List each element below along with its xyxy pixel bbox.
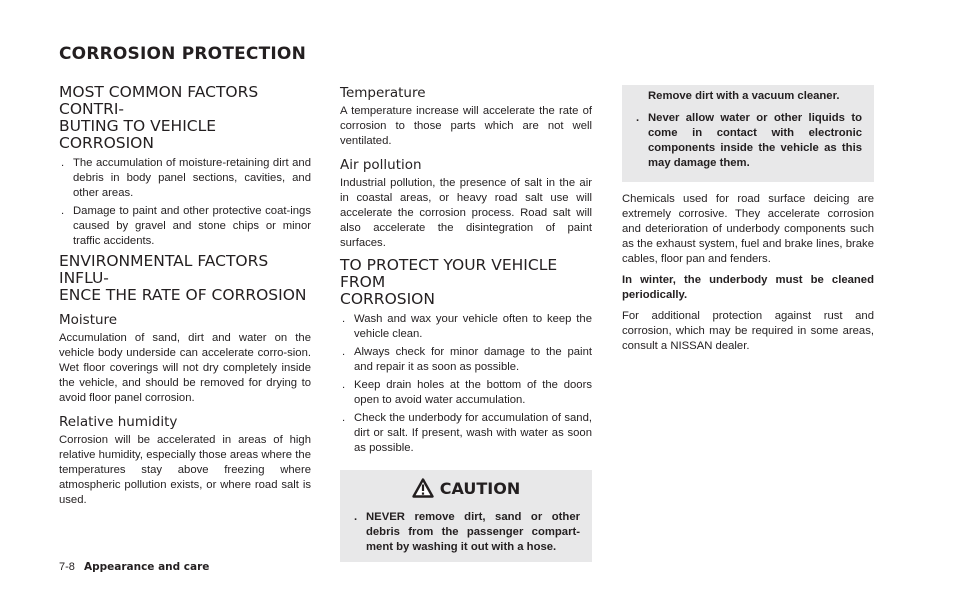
list-item: . Always check for minor damage to the paint and repair it as soon as possible. [342,346,592,373]
section-title-factors: MOST COMMON FACTORS CONTRI- BUTING TO VEHICLE CORROSION [59,83,259,152]
warning-triangle-icon [412,478,434,498]
subheading-humidity: Relative humidity [59,414,178,430]
list-item: . Keep drain holes at the bottom of the doors open to avoid water accumulation. [342,379,592,406]
subheading-moisture: Moisture [59,312,118,328]
section-title-environmental: ENVIRONMENTAL FACTORS INFLU- ENCE THE RATE OF CORROSION [59,252,307,304]
bullet-icon: . [342,379,346,391]
caution-title: CAUTION [439,478,521,498]
page-title: CORROSION PROTECTION [59,44,307,64]
page-number: 7-8 [59,561,75,573]
bullet-icon: . [61,157,65,169]
humidity-text: Corrosion will be accelerated in areas of high relative humidity, especially those areas where the temperatures stay above freezing where atmospheric pollution exists, or where road salt is used. [59,434,311,506]
column-left [59,82,311,514]
air-pollution-text: Industrial pollution, the presence of salt in the air in coastal areas, or heavy road salt use will accelerate the corrosion process. Road salt will also accelerate the disintegration of paint surfaces. [340,177,592,249]
dealer-text: For additional protection against rust and corrosion, which may be required in some areas, consult a NISSAN dealer. [622,310,874,352]
column-right [622,82,874,360]
caution-list [352,510,580,555]
temperature-text: A temperature increase will accelerate the rate of corrosion to those parts which are not well ventilated. [340,105,592,147]
subheading-temperature: Temperature [340,85,426,101]
bullet-icon: . [342,346,346,358]
subheading-air-pollution: Air pollution [340,157,422,173]
moisture-text: Accumulation of sand, dirt and water on the vehicle body underside can accelerate corro-sion. Wet floor coverings will not dry completely inside the vehicle, and should be removed for drying to avoid floor panel corrosion. [59,332,311,404]
caution-box-continued [622,85,874,182]
bullet-icon: . [61,205,65,217]
bullet-icon: . [354,511,358,523]
caution-header [352,478,580,498]
list-item: . Damage to paint and other protective coat-ings caused by gravel and stone chips or minor traffic accidents. [61,205,311,247]
bullet-icon: . [636,112,640,124]
list-item: . Never allow water or other liquids to come in contact with electronic components inside the vehicle as this may damage them. [636,112,862,169]
bullet-icon: . [342,313,346,325]
list-item: . NEVER remove dirt, sand or other debris from the passenger compart-ment by washing it out with a hose. [354,511,580,553]
chemicals-text: Chemicals used for road surface deicing are extremely corrosive. They accelerate corrosion and deterioration of underbody components such as the exhaust system, fuel and brake lines, brake cables, floor pan and fenders. [622,193,874,265]
protect-list [340,312,592,456]
list-item: . Check the underbody for accumulation of sand, dirt or salt. If present, wash with water as soon as possible. [342,412,592,454]
list-item: . The accumulation of moisture-retaining dirt and debris in body panel sections, cavities, and other areas. [61,157,311,199]
caution-continued-text: Remove dirt with a vacuum cleaner. [648,90,840,102]
page-footer [59,561,209,573]
section-title-protect: TO PROTECT YOUR VEHICLE FROM CORROSION [340,256,558,308]
caution-box [340,470,592,562]
factors-list [59,156,311,249]
footer-section-name: Appearance and care [83,561,210,573]
column-middle [340,82,592,562]
winter-text: In winter, the underbody must be cleaned periodically. [622,274,874,301]
caution-list-continued [634,111,862,171]
list-item: . Wash and wax your vehicle often to keep the vehicle clean. [342,313,592,340]
bullet-icon: . [342,412,346,424]
